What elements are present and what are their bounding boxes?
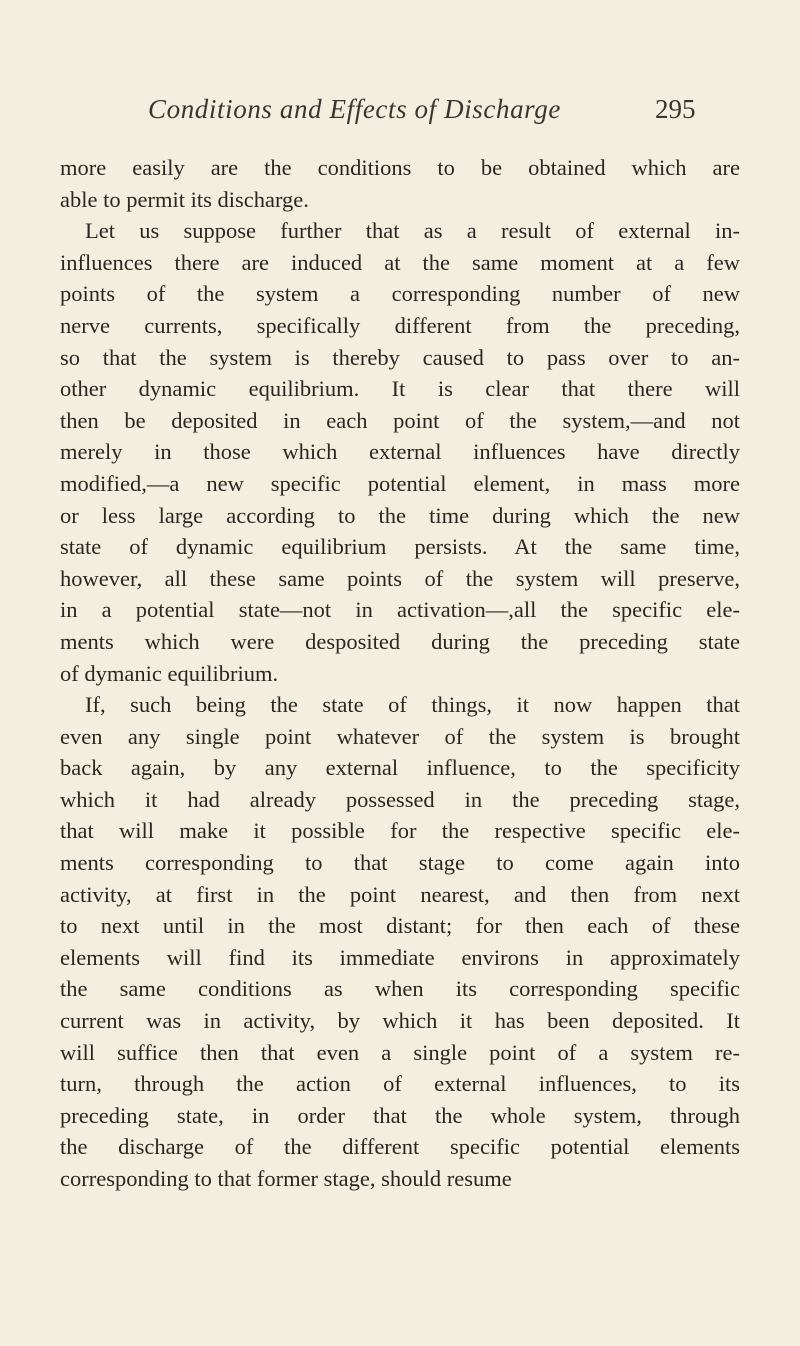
text-line: turn, through the action of external influences, to its [60,1071,740,1097]
text-line: that will make it possible for the respective specific ele- [60,818,740,844]
text-line: in a potential state—not in activation—,all the specific ele- [60,597,740,623]
body-text [60,152,740,1195]
text-line: points of the system a corresponding number of new [60,281,740,307]
text-line: ments which were desposited during the preceding state [60,628,740,654]
text-line: to next until in the most distant; for then each of these [60,913,740,939]
text-line: will suffice then that even a single point of a system re- [60,1039,740,1065]
paragraph [60,215,740,689]
paragraph [60,152,740,215]
text-line: so that the system is thereby caused to pass over to an- [60,344,740,370]
text-line: then be deposited in each point of the system,—and not [60,407,740,433]
text-line: the discharge of the different specific potential elements [60,1134,740,1160]
text-line: back again, by any external influence, to the specificity [60,755,740,781]
text-line: merely in those which external influences have directly [60,439,740,465]
text-line: the same conditions as when its corresponding specific [60,976,740,1002]
text-line: which it had already possessed in the preceding stage, [60,786,740,812]
text-line: ments corresponding to that stage to come again into [60,850,740,876]
text-line: however, all these same points of the system will preserve, [60,565,740,591]
text-line: corresponding to that former stage, should resume [60,1166,512,1191]
text-line: more easily are the conditions to be obtained which are [60,155,740,180]
text-line: activity, at first in the point nearest, and then from next [60,881,740,907]
text-line: state of dynamic equilibrium persists. At the same time, [60,534,740,560]
text-line: Let us suppose further that as a result of external in- [85,218,740,244]
text-line: modified,—a new specific potential element, in mass more [60,470,740,496]
text-line: able to permit its discharge. [60,186,309,212]
text-line: If, such being the state of things, it now happen that [85,692,740,718]
text-line: influences there are induced at the same moment at a few [60,249,740,275]
text-line: current was in activity, by which it has been deposited. It [60,1008,740,1034]
text-line: even any single point whatever of the system is brought [60,723,740,749]
text-line: other dynamic equilibrium. It is clear that there will [60,376,740,402]
text-line: or less large according to the time during which the new [60,502,740,528]
text-line: of dymanic equilibrium. [60,660,279,686]
paragraph [60,689,740,1195]
text-line: elements will find its immediate environs in approximately [60,944,740,970]
running-head [0,94,800,134]
text-line: nerve currents, specifically different from the preceding, [60,312,740,338]
text-line: preceding state, in order that the whole system, through [60,1102,740,1128]
running-title: Conditions and Effects of Discharge [148,94,561,124]
page-number: 295 [655,94,696,124]
